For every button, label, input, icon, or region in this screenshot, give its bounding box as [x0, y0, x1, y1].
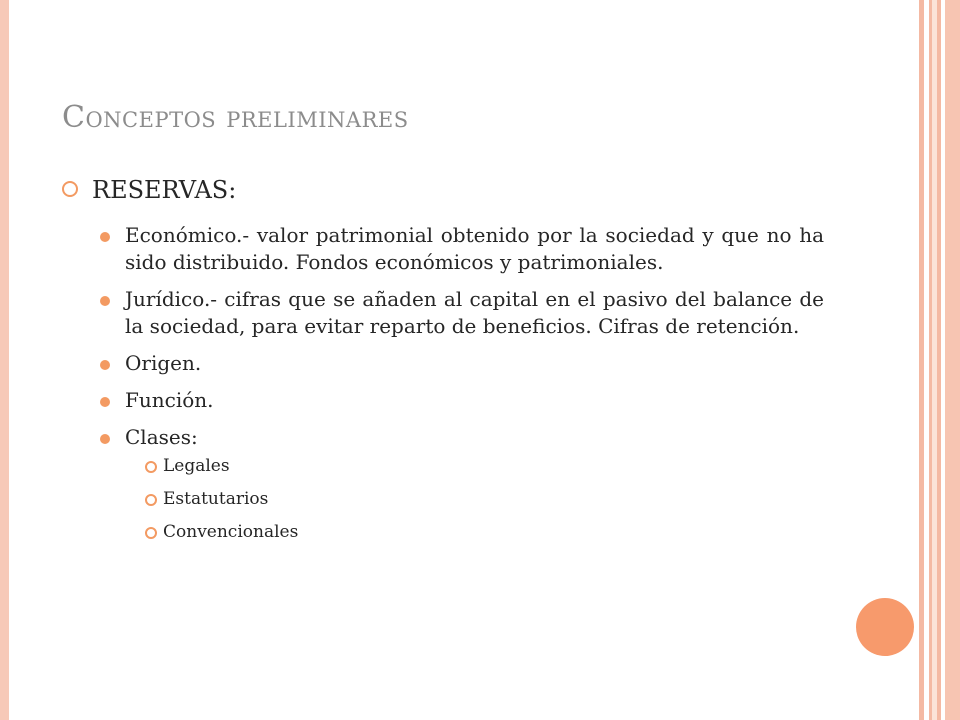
list-item-text: Origen.: [125, 351, 202, 375]
ring-bullet-icon: [145, 494, 157, 506]
dot-bullet-icon: [100, 434, 110, 444]
dot-bullet-icon: [100, 232, 110, 242]
decorative-circle: [856, 598, 914, 656]
sub-list-item: [145, 521, 824, 543]
list-item-text: Jurídico.- cifras que se añaden al capital en el pasivo del balance de la sociedad, para evitar reparto de beneficios. Cifras de retención.: [125, 287, 824, 338]
dot-bullet-icon: [100, 296, 110, 306]
list-item: [100, 424, 824, 543]
ring-bullet-icon: [145, 461, 157, 473]
slide-title: Conceptos preliminares: [62, 100, 409, 135]
list-item-text: Función.: [125, 388, 214, 412]
ring-bullet-icon: [145, 527, 157, 539]
list-item: [100, 222, 824, 276]
ring-bullet-icon: [62, 181, 78, 197]
list-item: [100, 350, 824, 377]
sub-list-item-text: Legales: [163, 456, 230, 476]
heading-reservas: [62, 176, 842, 204]
sub-list-item: [145, 455, 824, 477]
left-frame-border: [0, 0, 9, 720]
list-item: [100, 387, 824, 414]
list-item: [100, 286, 824, 340]
right-decorative-stripes: [919, 0, 960, 720]
heading-text: RESERVAS:: [92, 176, 237, 204]
dot-bullet-icon: [100, 397, 110, 407]
dot-bullet-icon: [100, 360, 110, 370]
list-item-text: Clases:: [125, 425, 198, 449]
sub-list-item-text: Convencionales: [163, 522, 299, 543]
sub-list-item-text: Estatutarios: [163, 489, 269, 510]
list-item-text: Económico.- valor patrimonial obtenido por la sociedad y que no ha sido distribuido. Fondos económicos y patrimoniales.: [125, 223, 824, 274]
sub-list: [145, 455, 824, 543]
bullet-list: [100, 222, 824, 554]
sub-list-item: [145, 488, 824, 510]
